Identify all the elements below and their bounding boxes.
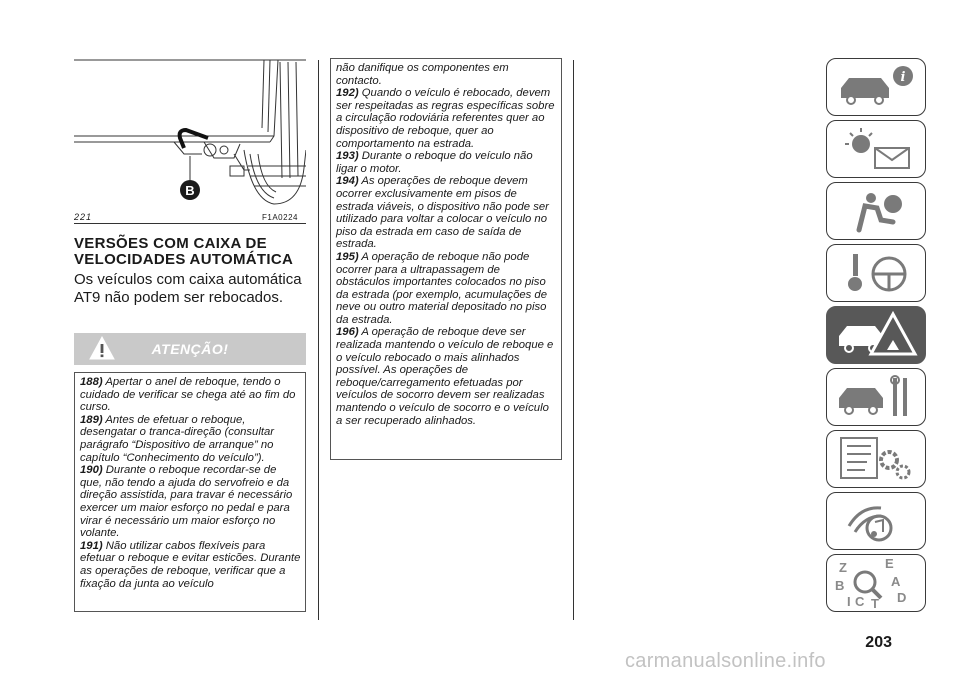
tab-maintenance[interactable] [826,368,926,426]
car-maintenance-tools-icon [831,372,923,422]
figure-number: 221 [74,212,93,222]
alphabetical-index-icon [831,558,923,608]
warning-item: 188) Apertar o anel de reboque, tendo o cuidado de verificar se chega até ao fim do curso. [80,376,296,414]
tab-starting-driving[interactable] [826,244,926,302]
warning-items-left [74,372,306,612]
key-steering-wheel-icon [831,248,923,298]
svg-text:D: D [897,590,907,605]
tab-car-info[interactable] [826,58,926,116]
technical-data-gears-icon [831,434,923,484]
svg-text:I: I [847,594,851,608]
car-info-icon [831,62,923,112]
section-title: VERSÕES COM CAIXA DE VELOCIDADES AUTOMÁTICA [74,235,294,268]
column-divider [573,60,574,620]
tab-safety[interactable] [826,182,926,240]
figure-divider [74,223,306,224]
svg-text:E: E [885,558,894,571]
svg-text:A: A [891,574,901,589]
column-divider [318,60,319,620]
warning-item: 190) Durante o reboque recordar-se de que, não tendo a ajuda do servofreio e da direção assistida, para travar é necessário exercer um maior esforço no pedal e para virar é necessário um maior esforço no volante. [80,464,293,540]
airbag-seat-icon [831,186,923,236]
warning-item: 192) Quando o veículo é rebocado, devem ser respeitadas as regras específicas sobre a circulação rodoviária referentes quer ao dispositivo de reboque, quer ao comportamento na estrada. [336,87,555,150]
tow-hook-figure [74,58,306,208]
svg-text:T: T [871,596,879,608]
svg-text:B: B [835,578,845,593]
svg-text:i: i [900,70,906,85]
tab-index[interactable] [826,554,926,612]
svg-text:C: C [855,594,865,608]
warning-continuation: não danifique os componentes em contacto. [336,62,509,87]
warning-item: 189) Antes de efetuar o reboque, desengatar o tranca-direção (consultar parágrafo “Dispositivo de arranque” no capítulo “Conhecimento do veículo”). [80,413,275,464]
warning-item: 195) A operação de reboque não pode ocorrer para a ultrapassagem de obstáculos importantes colocados no piso da estrada (por exemplo, acumulações de neve ou outro material depositado no piso da estrada. [336,250,547,326]
section-body: Os veículos com caixa automática AT9 não podem ser rebocados. [74,271,302,306]
watermark: carmanualsonline.info [625,650,826,672]
warning-items-right [330,58,562,460]
tab-dashboard-lights[interactable] [826,120,926,178]
warning-item: 196) A operação de reboque deve ser realizada mantendo o veículo de reboque e o veículo rebocado o mais alinhados possível. As operações de reboque/carregamento efetuadas por veículos de socorro devem ser realizadas mantendo o veículo de socorro e o veículo a ser recuperado alinhados. [336,326,554,427]
warning-lights-message-icon [831,124,923,174]
emergency-breakdown-icon [831,310,923,360]
svg-text:Z: Z [839,560,847,575]
multimedia-music-icon [831,496,923,546]
page-number: 203 [865,634,892,651]
warning-header [74,333,306,365]
warning-item: 191) Não utilizar cabos flexíveis para efetuar o reboque e evitar esticões. Durante as operações de reboque, verificar que a fixação da junta ao veículo [80,539,301,590]
warning-item: 194) As operações de reboque devem ocorrer exclusivamente em pisos de estrada viáveis, o dispositivo não pode ser utilizado para voltar a colocar o veículo no piso da estrada em caso de saída de estrada. [336,175,549,251]
figure-code: F1A0224 [262,213,298,222]
tab-emergency[interactable] [826,306,926,364]
warning-item: 193) Durante o reboque do veículo não ligar o motor. [336,150,533,175]
callout-b-label: B [185,183,195,198]
tab-multimedia[interactable] [826,492,926,550]
warning-title: ATENÇÃO! [151,341,229,357]
tab-technical-data[interactable] [826,430,926,488]
